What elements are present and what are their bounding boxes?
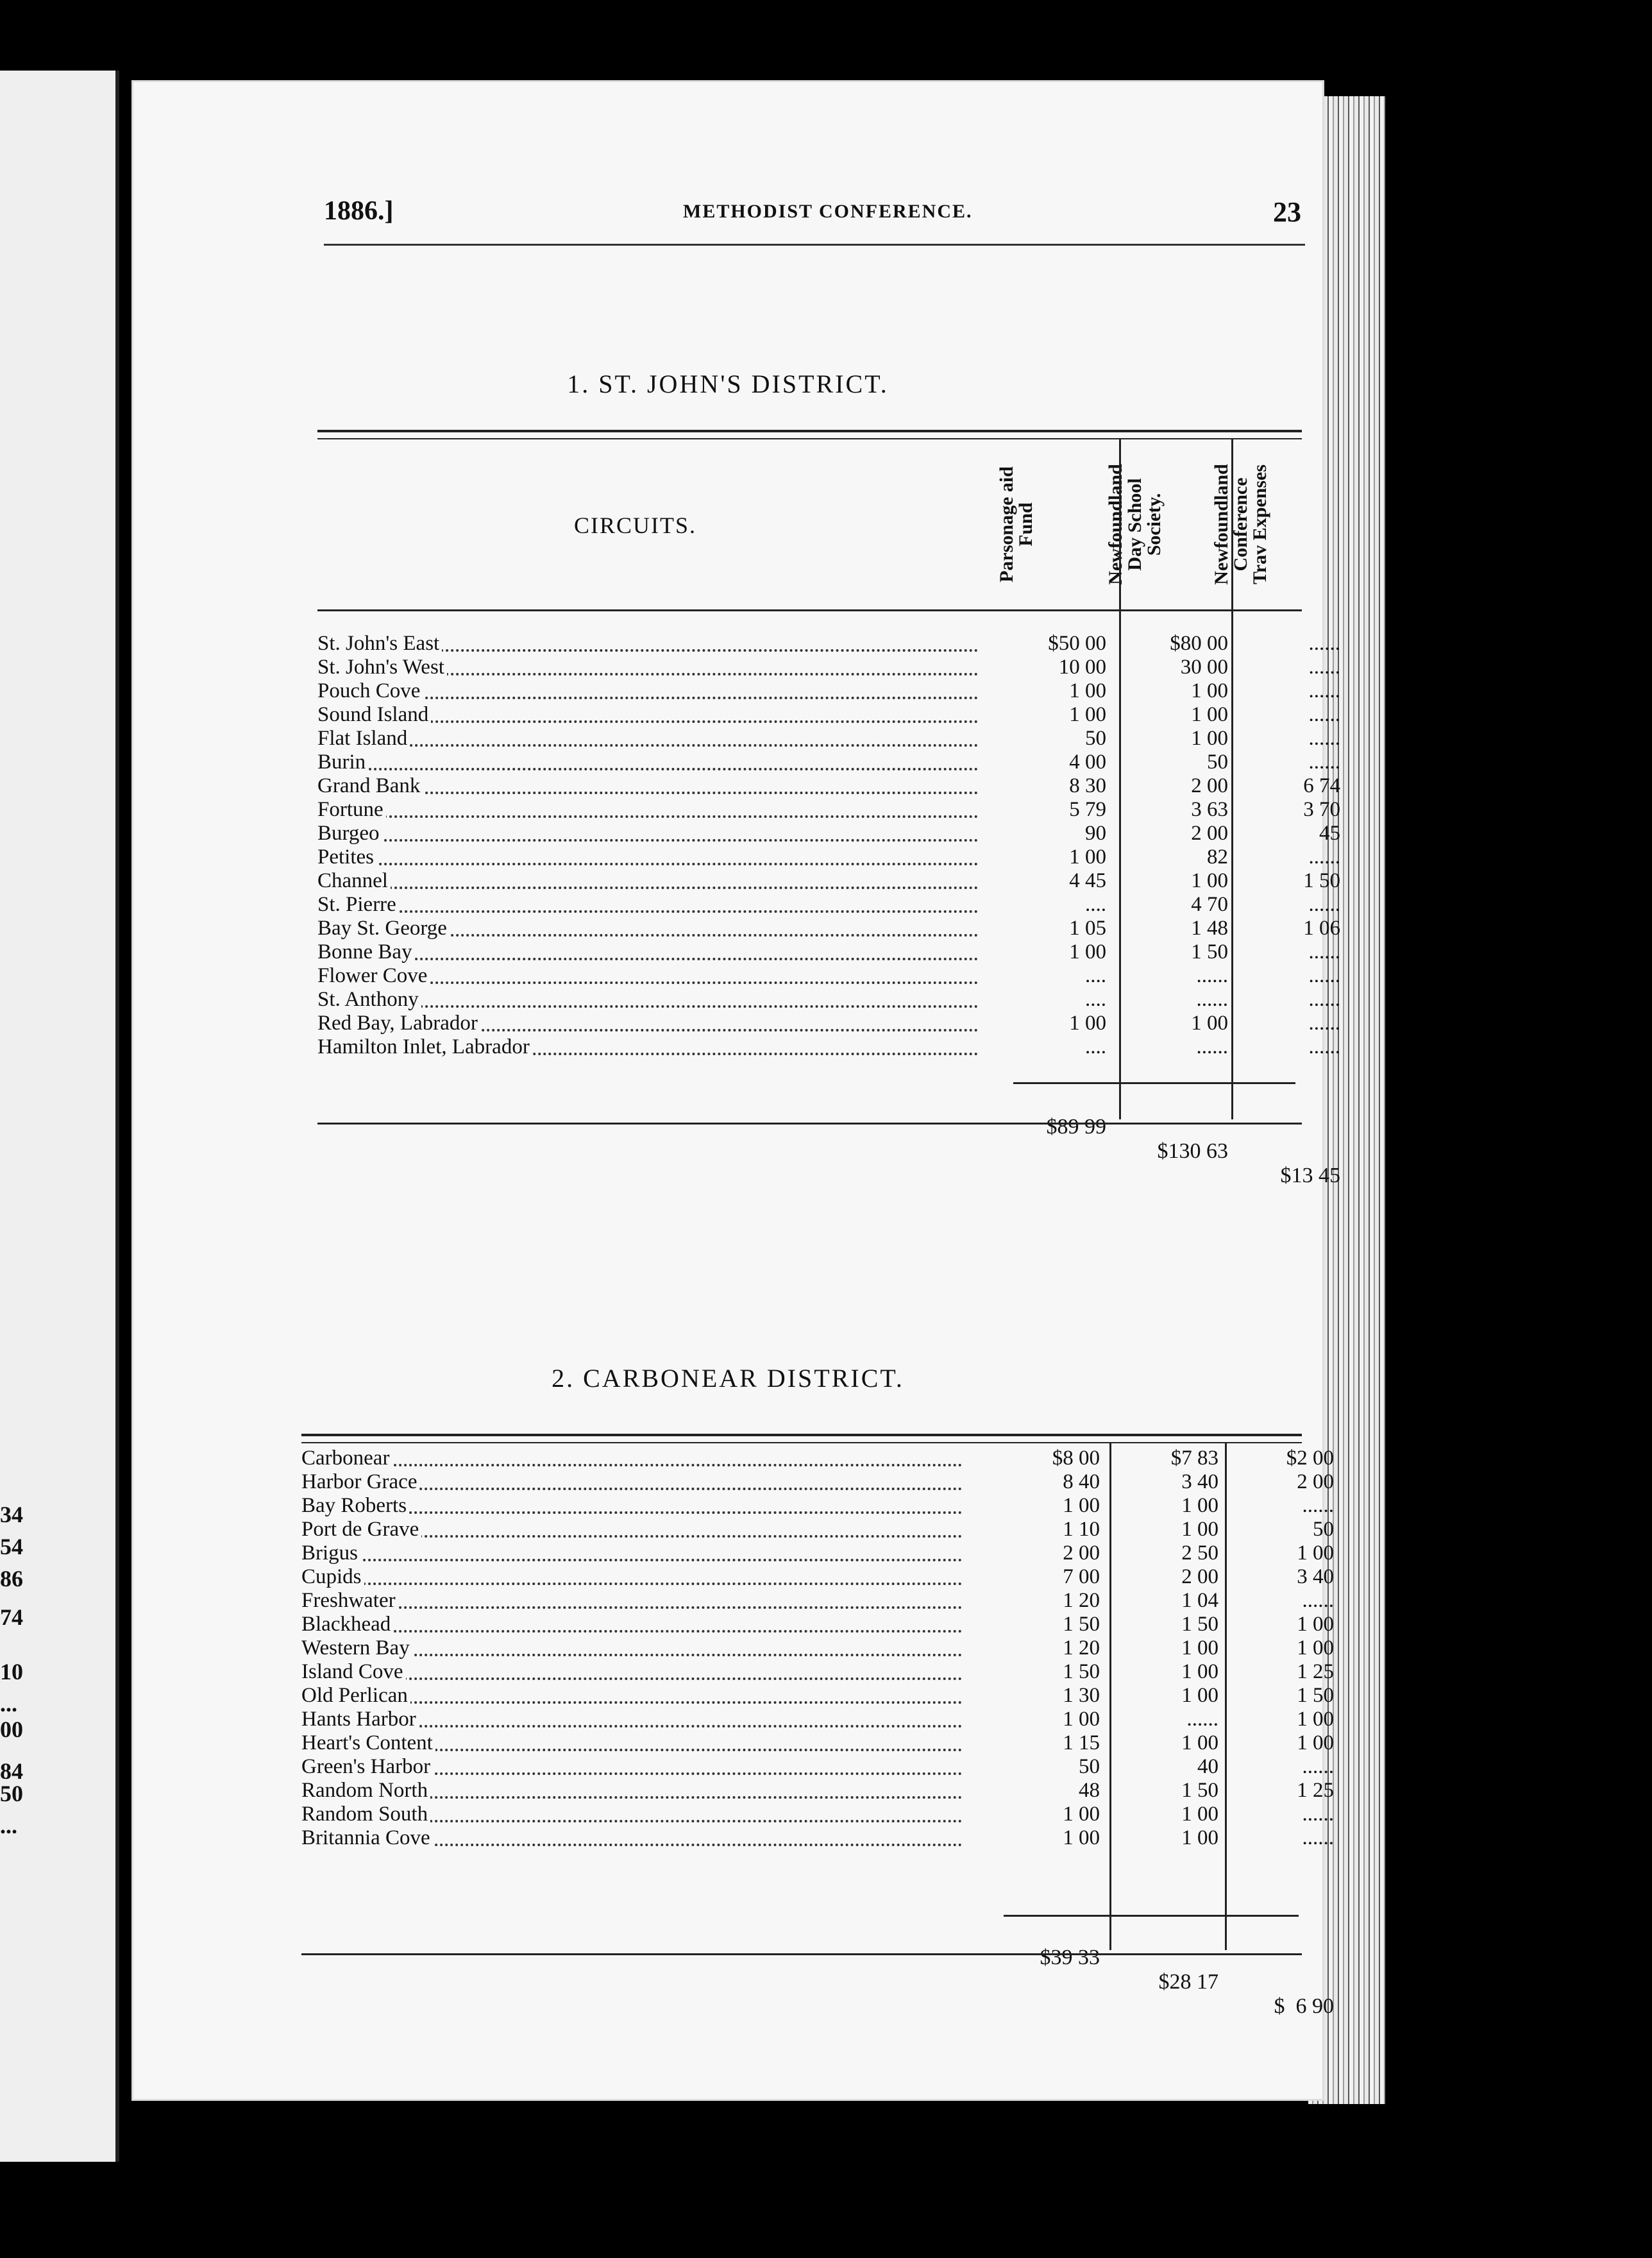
- circuit-name: [317, 822, 978, 845]
- value-parsonage: 5 79: [1069, 798, 1106, 821]
- circuit-name: [301, 1826, 962, 1849]
- circuit-name-text: Harbor Grace: [301, 1470, 419, 1493]
- value-parsonage: 1 00: [1063, 1803, 1100, 1826]
- table-row: [301, 1447, 1334, 1470]
- value-parsonage: ....: [1085, 893, 1106, 916]
- header-year: 1886.]: [324, 196, 394, 226]
- value-day-school: 1 00: [1191, 1012, 1228, 1035]
- table-row: [301, 1755, 1334, 1778]
- value-trav-expenses: ......: [1308, 964, 1340, 987]
- value-parsonage: 1 50: [1063, 1613, 1100, 1636]
- table-row: [301, 1494, 1334, 1517]
- circuit-name: [301, 1470, 962, 1493]
- table-row: [301, 1708, 1334, 1731]
- circuit-name: [317, 917, 978, 940]
- circuit-name: [301, 1447, 962, 1470]
- value-day-school: 2 00: [1191, 822, 1228, 845]
- circuit-name-text: Green's Harbor: [301, 1755, 433, 1778]
- circuit-name: [301, 1660, 962, 1683]
- circuit-name: [301, 1565, 962, 1588]
- value-day-school: 3 63: [1191, 798, 1228, 821]
- value-parsonage: ....: [1085, 1035, 1106, 1058]
- table-row: [301, 1541, 1334, 1565]
- circuits-header: CIRCUITS.: [574, 513, 697, 538]
- circuit-name: [301, 1613, 962, 1636]
- page-number: 23: [1273, 196, 1301, 228]
- value-day-school: 1 00: [1181, 1803, 1218, 1826]
- column-header-day-school: Newfoundland Day School Society.: [1105, 464, 1165, 585]
- circuit-name-text: Bay Roberts: [301, 1494, 409, 1517]
- value-trav-expenses: 1 25: [1297, 1779, 1334, 1802]
- table-row: [317, 632, 1340, 655]
- circuit-name-text: Hamilton Inlet, Labrador: [317, 1035, 532, 1058]
- circuit-name-text: Freshwater: [301, 1589, 398, 1612]
- value-day-school: 1 00: [1191, 727, 1228, 750]
- value-trav-expenses: 45: [1319, 822, 1340, 845]
- circuit-name-text: Old Perlican: [301, 1684, 410, 1707]
- value-trav-expenses: ......: [1308, 1012, 1340, 1035]
- value-trav-expenses: 1 00: [1297, 1613, 1334, 1636]
- value-day-school: 1 00: [1181, 1494, 1218, 1517]
- table-row: [317, 940, 1340, 963]
- value-trav-expenses: ......: [1308, 893, 1340, 916]
- value-day-school: ......: [1186, 1708, 1218, 1731]
- district-2-title: 2. CARBONEAR DISTRICT.: [552, 1364, 904, 1393]
- circuit-name: [317, 964, 978, 987]
- table-row: [317, 917, 1340, 940]
- value-trav-expenses: 6 74: [1303, 774, 1340, 797]
- book-page: [131, 80, 1340, 2101]
- table-row: [317, 798, 1340, 821]
- value-day-school: 50: [1207, 751, 1228, 774]
- value-parsonage: 10 00: [1058, 656, 1106, 679]
- value-parsonage: 50: [1079, 1755, 1100, 1778]
- table-row: [301, 1470, 1334, 1493]
- circuit-name-text: Random South: [301, 1803, 430, 1826]
- value-trav-expenses: $2 00: [1286, 1447, 1334, 1470]
- circuit-name-text: Blackhead: [301, 1613, 393, 1636]
- value-parsonage: 1 00: [1069, 845, 1106, 869]
- value-parsonage: 8 30: [1069, 774, 1106, 797]
- circuit-name: [301, 1803, 962, 1826]
- circuit-name-text: St. John's West: [317, 656, 447, 679]
- table-row: [301, 1565, 1334, 1588]
- value-day-school: $80 00: [1170, 632, 1228, 655]
- previous-page-edge: [0, 71, 119, 2162]
- circuit-name: [301, 1541, 962, 1565]
- value-trav-expenses: 1 06: [1303, 917, 1340, 940]
- total-parsonage: $39 33: [1040, 1946, 1100, 1969]
- value-day-school: $7 83: [1170, 1447, 1218, 1470]
- table-row: [301, 1636, 1334, 1660]
- value-trav-expenses: ......: [1302, 1803, 1334, 1826]
- total-parsonage: $89 99: [1046, 1115, 1106, 1139]
- value-day-school: 1 00: [1181, 1518, 1218, 1541]
- value-day-school: 3 40: [1181, 1470, 1218, 1493]
- value-trav-expenses: ......: [1302, 1755, 1334, 1778]
- circuit-name-text: Hants Harbor: [301, 1708, 419, 1731]
- circuit-name-text: Western Bay: [301, 1636, 412, 1660]
- circuit-name: [317, 774, 978, 797]
- circuit-name: [317, 679, 978, 702]
- district-1-title: 1. ST. JOHN'S DISTRICT.: [567, 369, 889, 398]
- header-rule: [324, 244, 1305, 246]
- circuit-name-text: Channel: [317, 869, 391, 892]
- value-day-school: 1 50: [1181, 1779, 1218, 1802]
- circuit-name: [317, 656, 978, 679]
- value-parsonage: 50: [1085, 727, 1106, 750]
- value-parsonage: 1 00: [1069, 679, 1106, 702]
- circuit-name: [301, 1708, 962, 1731]
- value-day-school: 40: [1197, 1755, 1218, 1778]
- value-trav-expenses: ......: [1308, 656, 1340, 679]
- value-day-school: ......: [1196, 988, 1228, 1011]
- value-parsonage: $8 00: [1052, 1447, 1100, 1470]
- circuit-name-text: Flat Island: [317, 727, 410, 750]
- circuit-name: [317, 893, 978, 916]
- value-day-school: 4 70: [1191, 893, 1228, 916]
- circuit-name-text: Burin: [317, 751, 368, 774]
- value-trav-expenses: ......: [1308, 1035, 1340, 1058]
- value-trav-expenses: ......: [1308, 845, 1340, 869]
- circuit-name: [317, 940, 978, 963]
- table-row: [301, 1660, 1334, 1683]
- circuit-name-text: St. Pierre: [317, 893, 399, 916]
- value-day-school: 82: [1207, 845, 1228, 869]
- circuit-name-text: Bay St. George: [317, 917, 450, 940]
- circuit-name-text: Heart's Content: [301, 1731, 435, 1754]
- circuit-name-text: Brigus: [301, 1541, 360, 1565]
- table-row: [317, 679, 1340, 702]
- value-trav-expenses: 1 50: [1297, 1684, 1334, 1707]
- value-day-school: 1 50: [1191, 940, 1228, 963]
- circuit-name: [301, 1731, 962, 1754]
- circuit-name-text: St. Anthony: [317, 988, 421, 1011]
- circuit-name: [301, 1755, 962, 1778]
- circuit-name: [301, 1779, 962, 1802]
- column-header-trav-expenses: Newfoundland Conference Trav Expenses: [1211, 464, 1270, 585]
- table-row: [301, 1779, 1334, 1802]
- value-parsonage: 1 10: [1063, 1518, 1100, 1541]
- circuit-name-text: Flower Cove: [317, 964, 430, 987]
- circuit-name: [317, 798, 978, 821]
- value-day-school: 1 48: [1191, 917, 1228, 940]
- table-top-rule: [301, 1434, 1302, 1443]
- value-trav-expenses: 1 00: [1297, 1636, 1334, 1660]
- circuit-name: [317, 1035, 978, 1058]
- circuit-name-text: Port de Grave: [301, 1518, 421, 1541]
- total-day-school: $130 63: [1157, 1139, 1228, 1163]
- circuit-name-text: Island Cove: [301, 1660, 406, 1683]
- value-trav-expenses: 1 00: [1297, 1731, 1334, 1754]
- district-1-totals: [317, 1091, 1340, 1212]
- value-day-school: 1 00: [1181, 1731, 1218, 1754]
- table-top-rule: [317, 430, 1302, 439]
- circuit-name-text: Bonne Bay: [317, 940, 415, 963]
- circuit-name-text: Carbonear: [301, 1447, 392, 1470]
- value-trav-expenses: ......: [1308, 940, 1340, 963]
- circuit-name-text: Pouch Cove: [317, 679, 423, 702]
- value-trav-expenses: 1 00: [1297, 1708, 1334, 1731]
- value-parsonage: 1 00: [1069, 1012, 1106, 1035]
- table-row: [317, 845, 1340, 869]
- district-1-table: [317, 430, 1340, 1232]
- table-row: [317, 1035, 1340, 1058]
- value-day-school: 30 00: [1180, 656, 1228, 679]
- circuit-name: [317, 703, 978, 726]
- table-row: [301, 1803, 1334, 1826]
- table-bottom-rule: [301, 1953, 1302, 1955]
- column-header-parsonage: Parsonage aid Fund: [996, 466, 1036, 582]
- value-day-school: 2 00: [1191, 774, 1228, 797]
- previous-page-number: 54: [0, 1534, 23, 1559]
- table-row: [301, 1826, 1334, 1849]
- value-day-school: 1 00: [1181, 1660, 1218, 1683]
- circuit-name-text: Burgeo: [317, 822, 382, 845]
- table-bottom-rule: [317, 1123, 1302, 1125]
- circuit-name-text: Cupids: [301, 1565, 364, 1588]
- header-title: METHODIST CONFERENCE.: [683, 201, 973, 222]
- table-row: [301, 1589, 1334, 1612]
- circuit-name-text: Sound Island: [317, 703, 431, 726]
- previous-page-number: 50: [0, 1781, 23, 1806]
- value-day-school: 1 04: [1181, 1589, 1218, 1612]
- table-row: [317, 1012, 1340, 1035]
- circuit-name: [317, 751, 978, 774]
- value-parsonage: 1 15: [1063, 1731, 1100, 1754]
- table-row: [317, 656, 1340, 679]
- previous-page-number: 34: [0, 1502, 23, 1527]
- circuit-name: [301, 1518, 962, 1541]
- value-day-school: 1 00: [1191, 679, 1228, 702]
- value-trav-expenses: ......: [1308, 679, 1340, 702]
- value-parsonage: 1 20: [1063, 1589, 1100, 1612]
- value-parsonage: 1 30: [1063, 1684, 1100, 1707]
- value-parsonage: 1 00: [1069, 940, 1106, 963]
- table-row: [301, 1613, 1334, 1636]
- value-day-school: 1 50: [1181, 1613, 1218, 1636]
- table-row: [317, 727, 1340, 750]
- total-trav-expenses: $ 6 90: [1274, 1994, 1334, 2018]
- table-row: [317, 822, 1340, 845]
- value-parsonage: 8 40: [1063, 1470, 1100, 1493]
- district-2-table: [301, 1434, 1334, 2043]
- table-row: [317, 893, 1340, 916]
- circuit-name: [301, 1684, 962, 1707]
- value-day-school: 1 00: [1191, 869, 1228, 892]
- value-parsonage: 90: [1085, 822, 1106, 845]
- value-trav-expenses: 3 70: [1303, 798, 1340, 821]
- value-parsonage: 7 00: [1063, 1565, 1100, 1588]
- previous-page-number: 00: [0, 1717, 23, 1742]
- value-trav-expenses: ......: [1302, 1826, 1334, 1849]
- previous-page-number: 10: [0, 1659, 23, 1685]
- value-day-school: 1 00: [1191, 703, 1228, 726]
- value-trav-expenses: ......: [1308, 727, 1340, 750]
- circuit-name-text: Red Bay, Labrador: [317, 1012, 480, 1035]
- value-day-school: 1 00: [1181, 1636, 1218, 1660]
- circuit-name-text: Grand Bank: [317, 774, 423, 797]
- value-parsonage: ....: [1085, 988, 1106, 1011]
- value-trav-expenses: 1 25: [1297, 1660, 1334, 1683]
- value-trav-expenses: 2 00: [1297, 1470, 1334, 1493]
- sum-rule: [1013, 1082, 1295, 1084]
- value-trav-expenses: ......: [1308, 751, 1340, 774]
- circuit-name: [301, 1636, 962, 1660]
- value-day-school: ......: [1196, 1035, 1228, 1058]
- circuit-name: [317, 1012, 978, 1035]
- value-parsonage: 4 45: [1069, 869, 1106, 892]
- header-bottom-rule: [317, 609, 1302, 611]
- circuit-name: [301, 1494, 962, 1517]
- value-day-school: 1 00: [1181, 1826, 1218, 1849]
- table-row: [301, 1731, 1334, 1754]
- value-trav-expenses: 50: [1313, 1518, 1334, 1541]
- value-parsonage: ....: [1085, 964, 1106, 987]
- value-parsonage: 1 00: [1063, 1708, 1100, 1731]
- circuit-name: [317, 727, 978, 750]
- value-parsonage: 1 50: [1063, 1660, 1100, 1683]
- table-row: [317, 964, 1340, 987]
- previous-page-number: 86: [0, 1566, 23, 1592]
- value-parsonage: 1 05: [1069, 917, 1106, 940]
- value-parsonage: 4 00: [1069, 751, 1106, 774]
- value-day-school: 2 50: [1181, 1541, 1218, 1565]
- value-parsonage: 1 20: [1063, 1636, 1100, 1660]
- table-row: [317, 751, 1340, 774]
- value-day-school: 2 00: [1181, 1565, 1218, 1588]
- circuit-name: [317, 869, 978, 892]
- district-2-totals: [301, 1921, 1334, 2043]
- table-row: [301, 1684, 1334, 1707]
- value-trav-expenses: 1 50: [1303, 869, 1340, 892]
- circuit-name-text: Britannia Cove: [301, 1826, 433, 1849]
- value-trav-expenses: ......: [1308, 632, 1340, 655]
- circuit-name: [301, 1589, 962, 1612]
- value-trav-expenses: 1 00: [1297, 1541, 1334, 1565]
- value-parsonage: 1 00: [1069, 703, 1106, 726]
- value-day-school: ......: [1196, 964, 1228, 987]
- value-parsonage: 1 00: [1063, 1826, 1100, 1849]
- previous-page-number: ...: [0, 1691, 17, 1717]
- table-row: [317, 988, 1340, 1011]
- value-parsonage: $50 00: [1048, 632, 1106, 655]
- circuit-name: [317, 988, 978, 1011]
- previous-page-number: 74: [0, 1604, 23, 1630]
- value-trav-expenses: ......: [1302, 1494, 1334, 1517]
- value-day-school: 1 00: [1181, 1684, 1218, 1707]
- circuit-name-text: Random North: [301, 1779, 430, 1802]
- total-day-school: $28 17: [1158, 1970, 1218, 1994]
- circuit-name-text: Fortune: [317, 798, 386, 821]
- circuit-name-text: Petites: [317, 845, 376, 869]
- sum-rule: [1004, 1915, 1299, 1917]
- table-row: [317, 703, 1340, 726]
- circuit-name-text: St. John's East: [317, 632, 442, 655]
- circuit-name: [317, 845, 978, 869]
- previous-page-number: 84: [0, 1758, 23, 1784]
- total-trav-expenses: $13 45: [1280, 1164, 1340, 1187]
- table-row: [301, 1518, 1334, 1541]
- running-head: [131, 196, 1324, 234]
- value-parsonage: 2 00: [1063, 1541, 1100, 1565]
- value-parsonage: 48: [1079, 1779, 1100, 1802]
- table-row: [317, 869, 1340, 892]
- value-trav-expenses: ......: [1308, 703, 1340, 726]
- value-trav-expenses: ......: [1308, 988, 1340, 1011]
- value-trav-expenses: ......: [1302, 1589, 1334, 1612]
- circuit-name: [317, 632, 978, 655]
- value-parsonage: 1 00: [1063, 1494, 1100, 1517]
- previous-page-number: ...: [0, 1813, 17, 1838]
- table-row: [317, 774, 1340, 797]
- value-trav-expenses: 3 40: [1297, 1565, 1334, 1588]
